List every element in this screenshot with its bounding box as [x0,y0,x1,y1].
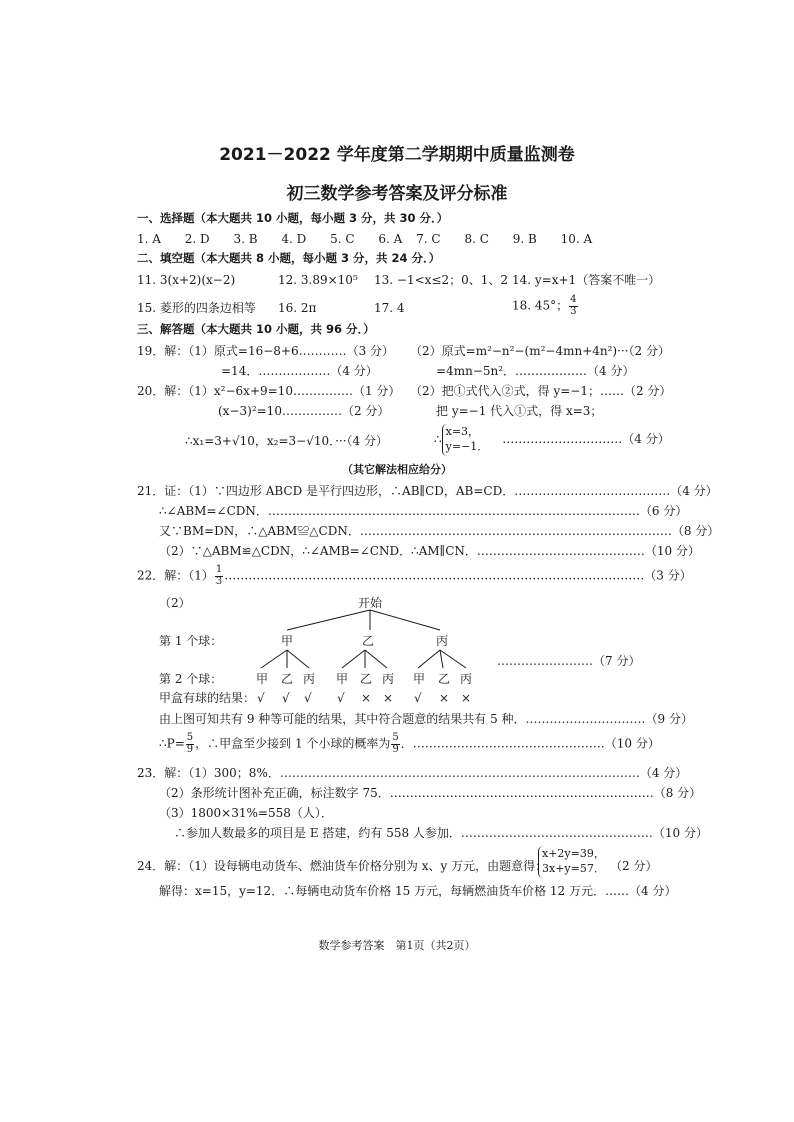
q24-system: x+2y=39， 3x+y=57． [538,846,605,878]
q22-fraction-3: $\frac{5}{9}$ [392,732,399,755]
tree-level2-1: 甲 [256,672,269,686]
alt-methods-note: （其它解法相应给分） [342,463,452,476]
result-3: √ [304,691,312,705]
tree-level2-9: 丙 [460,672,473,686]
page-subtitle: 初三数学参考答案及评分标准 [286,184,508,204]
ball1-label: 第 1 个球： [159,634,223,648]
section1-heading: 一、选择题（本大题共 10 小题，每小题 3 分，共 30 分．） [137,211,449,225]
tree-branch [440,650,443,668]
section2-heading: 二、填空题（本大题共 8 小题，每小题 3 分，共 24 分．） [137,251,441,265]
q23-line4: ∴参加人数最多的项目是 E 搭建，约有 558 人参加．…………………………………………（10 分） [174,826,709,840]
tree-level2-5: 乙 [360,672,373,686]
result-2: √ [282,691,290,705]
result-7: √ [414,691,422,705]
q23-line3: （3）1800×31%=558（人）． [159,806,333,820]
result-8: × [439,691,450,705]
q19-line1-left: 19．解：（1）原式=16−8+6…………（3 分） [137,344,395,358]
answer-18-fraction: $\frac{4}{3}$ [570,294,577,317]
page-footer: 数学参考答案 第1页（共2页） [318,939,476,952]
answer-11: 11. 3(x+2)(x−2) [137,273,236,287]
answer-14: 14. y=x+1（答案不唯一） [512,273,661,287]
answer-7: 7. C [416,232,441,246]
answer-18-text: 18. 45°； [512,298,569,313]
q20-line1-right: （2）把①式代入②式，得 y=−1；……（2 分） [410,384,672,398]
answer-15: 15. 菱形的四条边相等 [137,301,256,315]
q22-line4: ∴P= $\frac{5}{9}$ ，∴甲盒至少接到 1 个小球的概率为 $\frac{5}{9}$ ．…………………………………………（10 分） [159,732,660,755]
result-9: × [461,691,472,705]
tree-level2-6: 丙 [382,672,395,686]
tree-level2-3: 丙 [303,672,316,686]
tree-level2-4: 甲 [336,672,349,686]
tree-level2-2: 乙 [281,672,294,686]
section3-heading: 三、解答题（本大题共 10 小题，共 96 分．） [137,322,375,336]
q21-line1: 21．证：（1）∵四边形 ABCD 是平行四边形，∴AB∥CD，AB=CD．…………………………………（4 分） [137,484,718,498]
q23-line1: 23．解：（1）300；8%．………………………………………………………………………………（4 分） [137,766,688,780]
tree-branch [418,650,440,668]
page-title: 2021－2022 学年度第二学期期中质量监测卷 [219,145,575,165]
answer-9: 9. B [512,232,537,246]
answer-6: 6. A [378,232,403,246]
answer-13: 13. −1<x≤2；0、1、2 [374,273,509,287]
tree-branch [440,650,466,668]
tree-branch [370,610,440,630]
q24-line1: 24．解：（1）设每辆电动货车、燃油货车价格分别为 x、y 万元，由题意得： [137,859,548,873]
tree-branch [261,650,287,668]
answer-1: 1. A [137,232,161,246]
answer-5: 5. C [330,232,355,246]
answer-4: 4. D [281,232,307,246]
q19-line2-right: =4mn−5n²．………………（4 分） [436,364,635,378]
tree-branch [342,650,365,668]
q20-line3-right: ∴ x=3， y=−1． …………………………（4 分） [434,424,670,456]
answer-8: 8. C [464,232,489,246]
q22-fraction-2: $\frac{5}{9}$ [186,732,194,755]
ball2-label: 第 2 个球： [159,672,223,686]
q19-line2-left: =14．………………（4 分） [221,364,378,378]
q20-line3-left: ∴x₁=3+√10，x₂=3−√10．···（4 分） [185,434,389,448]
tree-score: ……………………（7 分） [497,654,641,668]
tree-branch [287,650,309,668]
tree-branch [365,650,387,668]
q20-line1-left: 20．解：（1）x²−6x+9=10……………（1 分） [137,384,401,398]
result-4: √ [337,691,345,705]
tree-level1-c: 丙 [436,634,449,648]
q20-line2-right: 把 y=−1 代入①式，得 x=3； [436,404,603,418]
q19-line1-right: （2）原式=m²−n²−(m²−4mn+4n²)···（2 分） [410,344,670,358]
q22-part2-label: （2） [159,596,191,610]
q20-system: x=3， y=−1． [442,424,489,456]
q22-line3: 由上图可知共有 9 种等可能的结果，其中符合题意的结果共有 5 种．…………………………（9 分） [159,712,693,726]
q23-line2: （2）条形统计图补充正确，标注数字 75．…………………………………………………………（8 分） [159,786,702,800]
tree-level1-b: 乙 [362,634,375,648]
q24-line1-score: （2 分） [610,859,658,873]
answer-17: 17. 4 [374,301,405,315]
q20-line2-left: (x−3)²=10……………（2 分） [218,404,390,418]
tree-level2-7: 甲 [413,672,426,686]
q22-fraction-1: $\frac{1}{3}$ [215,564,223,587]
answer-16: 16. 2π [278,301,317,315]
answer-3: 3. B [233,232,258,246]
result-6: × [383,691,394,705]
q24-line2: 解得：x=15，y=12．∴每辆电动货车价格 15 万元，每辆燃油货车价格 12 万元．……（4 分） [159,884,677,898]
result-label: 甲盒有球的结果： [159,691,256,705]
result-5: × [361,691,372,705]
q21-line4: （2）∵△ABM≌△CDN，∴∠AMB=∠CND．∴AM∥CN．……………………………………（10 分） [159,544,700,558]
tree-level1-a: 甲 [281,634,294,648]
q21-line3: 又∵BM=DN，∴△ABM≌△CDN．……………………………………………………………………（8 分） [159,524,720,538]
tree-level2-8: 乙 [438,672,451,686]
q21-line2: ∴∠ABM=∠CDN．…………………………………………………………………………………（6 分） [159,504,688,518]
answer-2: 2. D [184,232,210,246]
tree-root: 开始 [358,596,383,610]
result-1: √ [257,691,265,705]
answer-10: 10. A [560,232,593,246]
answer-12: 12. 3.89×10⁵ [278,273,358,287]
q22-line1: 22．解：（1） $\frac{1}{3}$ ……………………………………………………………………………………………（3 分） [137,564,692,587]
tree-branch [287,610,370,630]
